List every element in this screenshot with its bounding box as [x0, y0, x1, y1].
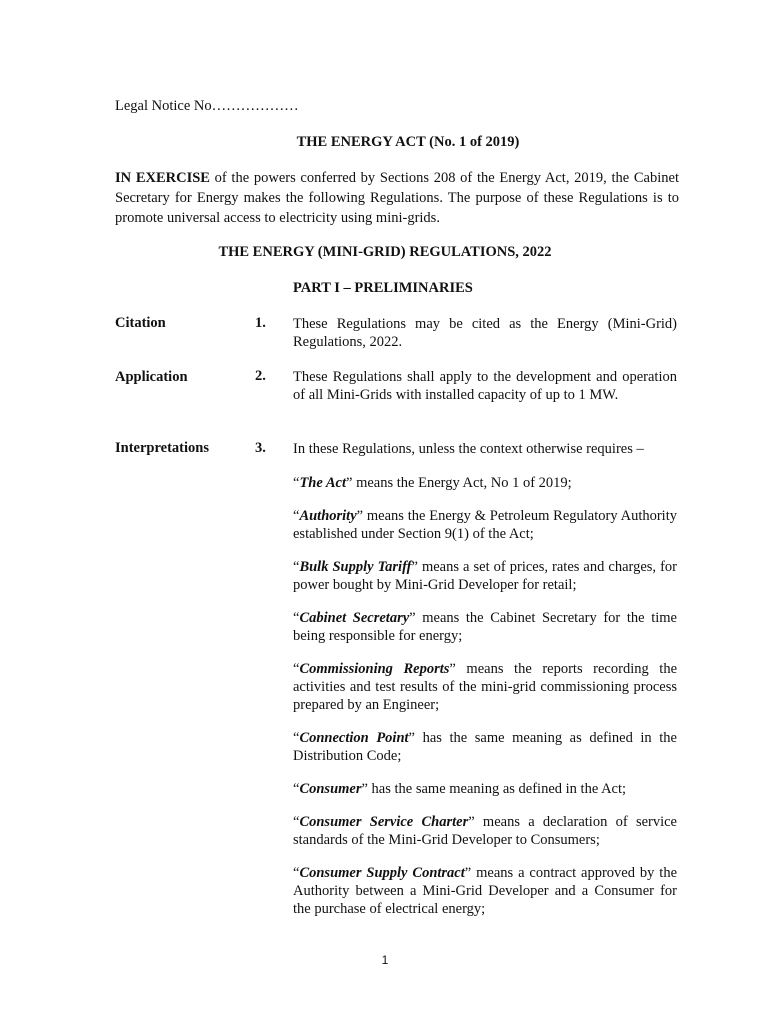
section-label-citation: Citation: [115, 315, 166, 331]
intro-text: of the powers conferred by Sections 208 of the Energy Act, 2019, the Cabinet Secretary for Energy makes the following Regulations. The purpose of these Regulations is to promote universal access to electricity using mini-grids.: [115, 170, 679, 226]
definition-term: Connection Point: [299, 730, 409, 746]
definition-text: ” means the Energy & Petroleum Regulatory Authority established under Section 9(1) of the Act;: [293, 508, 677, 542]
section-text: In these Regulations, unless the context otherwise requires –: [293, 441, 644, 457]
definition-term: The Act: [299, 475, 347, 491]
definition-text: ” means a declaration of service standards of the Mini-Grid Developer to Consumers;: [293, 814, 677, 848]
definition-item: “Consumer Service Charter” means a declaration of service standards of the Mini-Grid Developer to Consumers;: [293, 814, 677, 848]
section-text: These Regulations shall apply to the development and operation of all Mini-Grids with installed capacity of up to 1 MW.: [293, 369, 677, 403]
act-title: THE ENERGY ACT (No. 1 of 2019): [296, 134, 520, 150]
definition-item: “The Act” means the Energy Act, No 1 of 2019;: [293, 475, 572, 491]
regulations-title: THE ENERGY (MINI-GRID) REGULATIONS, 2022: [218, 244, 552, 260]
definition-term: Consumer Supply Contract: [299, 865, 465, 881]
section-number: 3.: [255, 440, 266, 456]
definition-term: Cabinet Secretary: [299, 610, 410, 626]
definition-item: “Commissioning Reports” means the reports recording the activities and test results of the mini-grid commissioning process prepared by an Engineer;: [293, 661, 678, 713]
definition-item: “Cabinet Secretary” means the Cabinet Secretary for the time being responsible for energy;: [293, 610, 677, 644]
definition-text: ” has the same meaning as defined in the Act;: [361, 781, 627, 797]
intro-paragraph: [115, 168, 679, 228]
definition-text: ” has the same meaning as defined in the Distribution Code;: [293, 730, 677, 764]
section-label-interpretations: Interpretations: [115, 440, 209, 456]
intro-lead: IN EXERCISE: [115, 170, 210, 186]
definition-term: Commissioning Reports: [299, 661, 450, 677]
definition-term: Authority: [299, 508, 357, 524]
definition-item: “Authority” means the Energy & Petroleum Regulatory Authority established under Section 9(1) of the Act;: [293, 508, 677, 542]
definition-text: ” means a set of prices, rates and charges, for power bought by Mini-Grid Developer for retail;: [293, 559, 677, 593]
section-label-application: Application: [115, 369, 188, 385]
definition-text: ” means the Energy Act, No 1 of 2019;: [346, 475, 572, 491]
definition-item: “Connection Point” has the same meaning as defined in the Distribution Code;: [293, 730, 677, 764]
section-number: 2.: [255, 368, 266, 384]
definitions-list: [293, 474, 677, 933]
definition-term: Bulk Supply Tariff: [299, 559, 412, 575]
section-text: These Regulations may be cited as the Energy (Mini-Grid) Regulations, 2022.: [293, 316, 677, 350]
definition-item: “Consumer” has the same meaning as defined in the Act;: [293, 781, 627, 797]
definition-text: ” means a contract approved by the Authority between a Mini-Grid Developer and a Consumer for the purchase of electrical energy;: [293, 865, 678, 917]
definition-term: Consumer Service Charter: [299, 814, 469, 830]
section-number: 1.: [255, 315, 266, 331]
page-number: 1: [381, 953, 389, 967]
definition-text: ” means the Cabinet Secretary for the time being responsible for energy;: [293, 610, 677, 644]
definition-text: ” means the reports recording the activities and test results of the mini-grid commissioning process prepared by an Engineer;: [293, 661, 678, 713]
part-title-text: PART I – PRELIMINARIES: [293, 280, 473, 296]
definition-item: “Consumer Supply Contract” means a contract approved by the Authority between a Mini-Grid Developer and a Consumer for the purchase of electrical energy;: [293, 865, 678, 917]
definition-item: “Bulk Supply Tariff” means a set of prices, rates and charges, for power bought by Mini-Grid Developer for retail;: [293, 559, 677, 593]
definition-term: Consumer: [299, 781, 362, 797]
legal-notice-number: Legal Notice No………………: [115, 98, 299, 114]
